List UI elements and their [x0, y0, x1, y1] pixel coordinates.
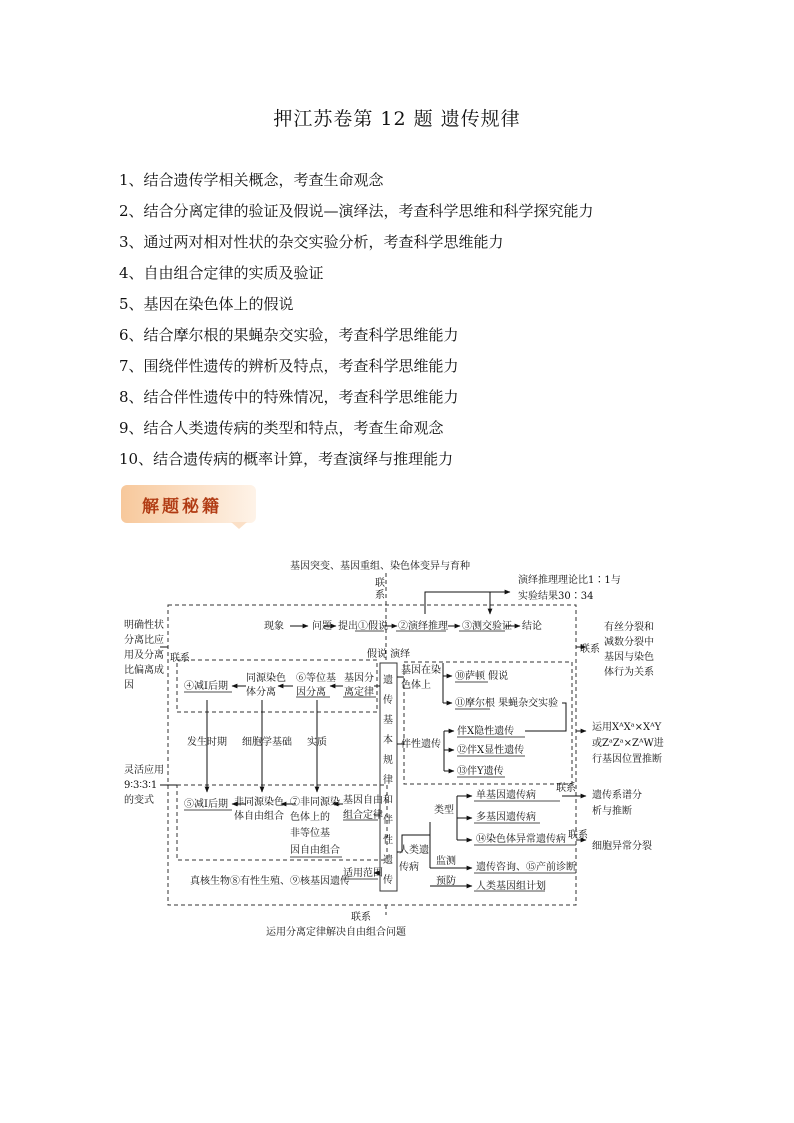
- objective-item: 2、结合分离定律的验证及假说—演绎法，考查科学思维和科学探究能力: [119, 202, 594, 220]
- top-jianqi: ④减Ⅰ后期: [184, 681, 228, 692]
- row-label: 细胞学基础: [242, 737, 292, 748]
- right-note-1-line: 体行为关系: [604, 667, 654, 678]
- top-lianxi-1: 联: [375, 578, 385, 589]
- renlei-2: 传病: [399, 862, 419, 873]
- flow-jielun: 结论: [522, 621, 542, 632]
- xibao-text: 细胞异常分裂: [592, 841, 652, 852]
- center-char: 遗: [383, 675, 393, 686]
- top-caption: 基因突变、基因重组、染色体变异与育种: [290, 561, 470, 572]
- bottom-ziyou-1: 基因自由: [343, 795, 383, 806]
- left-note-1-line: 明确性状: [124, 620, 164, 631]
- top-dengwei-1: ⑥等位基: [296, 673, 336, 684]
- objective-item: 8、结合伴性遗传中的特殊情况，考查科学思维能力: [119, 388, 459, 406]
- right-lianxi-3: 联系: [568, 830, 588, 841]
- bottom-feitongyuan-1: 非同源染色: [234, 797, 284, 808]
- right-note-1-line: 基因与染色: [604, 652, 654, 663]
- jiyin-zai-2: 色体上: [401, 680, 431, 691]
- flow-ceshi: ③测交验证: [462, 621, 512, 632]
- center-char: 规: [383, 755, 393, 766]
- center-char: 遗: [383, 855, 393, 866]
- objective-item: 1、结合遗传学相关概念，考查生命观念: [119, 171, 384, 189]
- objective-item: 9、结合人类遗传病的类型和特点，考查生命观念: [119, 419, 444, 437]
- bottom-step7-1: ⑦非同源染: [290, 797, 340, 808]
- right-note-2-line: 运用XᴬXᵃ×XᴬY: [592, 722, 662, 733]
- right-lianxi-2: 联系: [556, 783, 576, 794]
- objective-item: 4、自由组合定律的实质及验证: [119, 264, 324, 282]
- jiance-text: 监测: [436, 856, 456, 867]
- center-char: 传: [383, 875, 393, 886]
- left-note-1-line: 因: [124, 680, 134, 691]
- ransei-text: ⑭染色体异常遗传病: [476, 834, 566, 845]
- right-note-1-line: 有丝分裂和: [604, 622, 654, 633]
- center-char: 性: [383, 835, 393, 846]
- left-note-1-line: 比偏离成: [124, 665, 164, 676]
- bottom-caption: 运用分离定律解决自由组合问题: [266, 927, 406, 938]
- pedigree-1: 遗传系谱分: [592, 790, 642, 801]
- left-note-1-line: 用及分离: [124, 650, 164, 661]
- right-note-1-line: 减数分裂中: [604, 637, 654, 648]
- left-note-2-line: 的变式: [124, 795, 154, 806]
- top-lianxi-2: 系: [375, 590, 385, 601]
- objective-item: 10、结合遗传病的概率计算，考查演绎与推理能力: [119, 450, 454, 468]
- objective-item: 7、围绕伴性遗传的辨析及特点，考查科学思维能力: [119, 357, 459, 375]
- section-badge-label: 解题秘籍: [142, 497, 222, 517]
- left-note-1-line: 分离比应: [124, 635, 164, 646]
- bottom-feitongyuan-2: 体自由组合: [234, 811, 284, 822]
- top-jiyinfen-1: 基因分: [344, 673, 374, 684]
- row-label: 实质: [307, 737, 327, 748]
- bottom-lianxi: 联系: [351, 912, 371, 923]
- center-char: 本: [383, 735, 393, 746]
- bottom-step7-2: 色体上的: [290, 812, 330, 823]
- xianxing-text: ⑫伴X显性遗传: [457, 745, 525, 756]
- left-note-2-line: 9∶3∶3∶1: [124, 780, 158, 791]
- right-lianxi-1: 联系: [580, 644, 600, 655]
- bottom-ziyou-2: 组合定律: [343, 810, 383, 821]
- bottom-step7-3: 非等位基: [290, 828, 330, 839]
- yinxing-text: 伴X隐性遗传: [457, 726, 515, 737]
- bottom-jianqi: ⑤减Ⅰ后期: [184, 799, 228, 810]
- center-char: 传: [383, 695, 393, 706]
- yban-text: ⑬伴Y遗传: [457, 766, 504, 777]
- left-lianxi-1: 联系: [170, 653, 190, 664]
- flow-yanyi: ②演绎推理: [398, 621, 448, 632]
- theory-ratio-2: 实验结果30∶34: [518, 591, 594, 602]
- objective-item: 5、基因在染色体上的假说: [119, 295, 294, 313]
- shiyong-text: 适用范围: [343, 868, 383, 879]
- top-tongyuan-1: 同源染色: [246, 673, 286, 684]
- row-label: 发生时期: [187, 737, 227, 748]
- center-char: 和: [383, 795, 393, 806]
- banxing-text: 伴性遗传: [401, 739, 441, 750]
- yufang-text: 预防: [436, 876, 456, 887]
- leixing-text: 类型: [434, 805, 454, 816]
- center-char: 伴: [383, 815, 393, 826]
- objective-item: 3、通过两对相对性状的杂交实验分析，考查科学思维能力: [119, 233, 504, 251]
- duojiyin-text: 多基因遗传病: [476, 812, 536, 823]
- jiyinzu-text: 人类基因组计划: [476, 881, 546, 892]
- top-tongyuan-2: 体分离: [246, 687, 276, 698]
- top-dengwei-2: 因分离: [296, 687, 326, 698]
- zixun-text: 遗传咨询、⑮产前诊断: [476, 862, 576, 873]
- saton-text: ⑩萨顿 假说: [455, 671, 509, 682]
- renlei-1: 人类遗: [399, 845, 429, 856]
- center-char: 基: [383, 715, 393, 726]
- jiashuo-yanyi-label: 假说 演绎: [367, 649, 411, 660]
- top-jiyinfen-2: 离定律: [344, 687, 374, 698]
- pedigree-2: 析与推断: [592, 806, 632, 817]
- flow-wenti: 问题: [312, 621, 332, 632]
- theory-ratio-1: 演绎推理理论比1∶1与: [518, 575, 621, 586]
- morgan-text: ⑪摩尔根 果蝇杂交实验: [455, 698, 559, 709]
- right-note-2-line: 或ZᵃZᵃ×ZᴬW进: [592, 738, 664, 749]
- left-note-2-line: 灵活应用: [124, 765, 164, 776]
- zhenhe-text: 真核生物⑧有性生殖、⑨核基因遗传: [190, 876, 350, 887]
- flow-tichu: 提出①假说: [338, 621, 388, 632]
- flow-xianxiang: 现象: [264, 621, 284, 632]
- objective-item: 6、结合摩尔根的果蝇杂交实验，考查科学思维能力: [119, 326, 459, 344]
- jiyin-zai-1: 基因在染: [401, 665, 441, 676]
- bottom-step7-4: 因自由组合: [290, 845, 340, 856]
- danjiyin-text: 单基因遗传病: [476, 790, 536, 801]
- right-note-2-line: 行基因位置推断: [592, 754, 662, 765]
- page-title: 押江苏卷第 12 题 遗传规律: [273, 108, 521, 130]
- center-char: 律: [383, 775, 393, 786]
